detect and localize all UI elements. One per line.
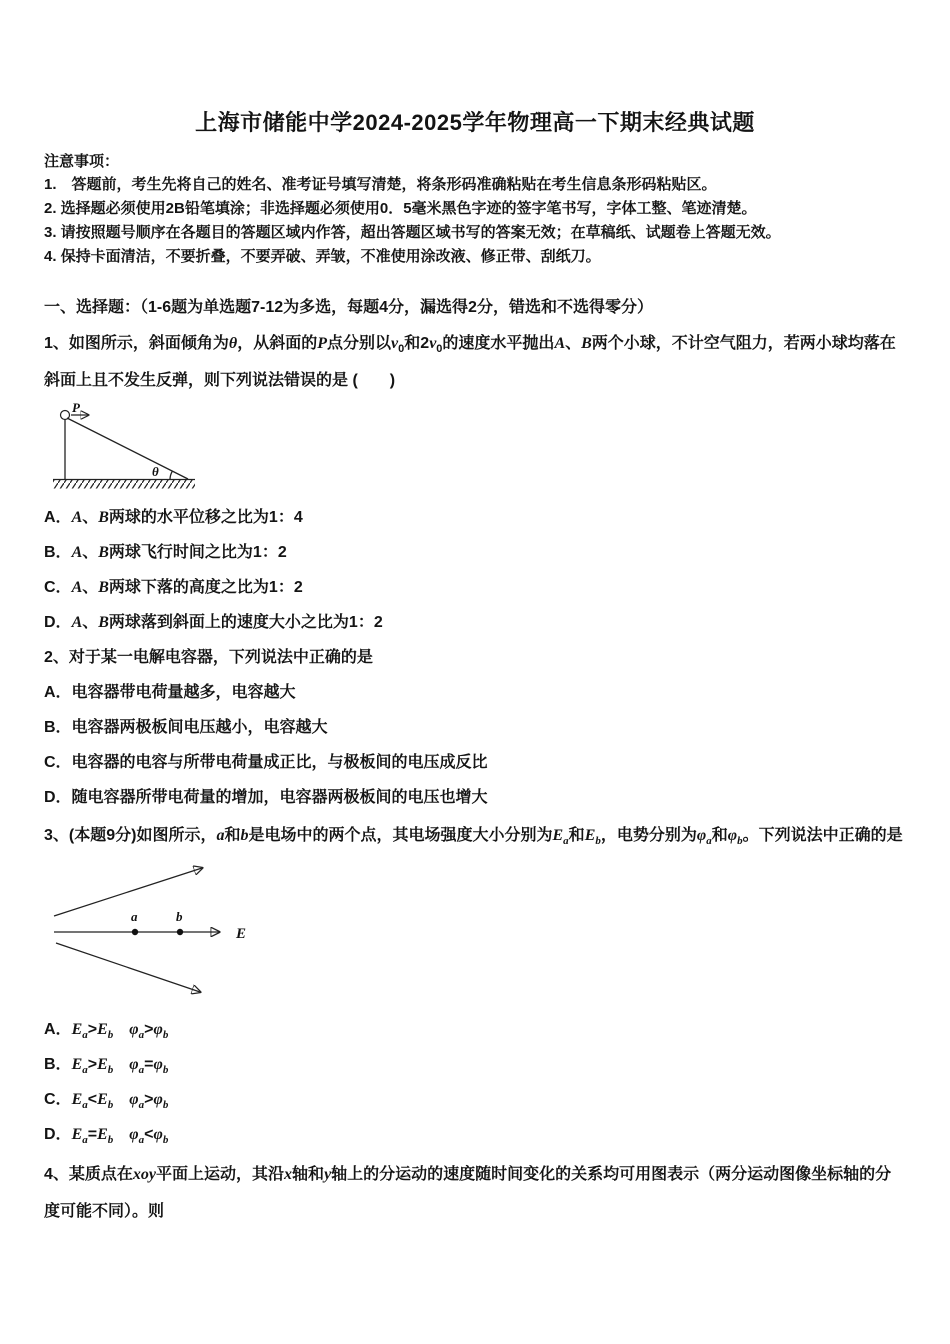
notice-item-4: 4. 保持卡面清洁，不要折叠，不要弄破、弄皱，不准使用涂改液、修正带、刮纸刀。 — [44, 248, 601, 265]
question-1-stem-row — [44, 325, 906, 399]
question-1-option-a: A．A、B两球的水平位移之比为1：4 — [44, 509, 303, 526]
question-4-number: 4、 — [44, 1166, 69, 1183]
question-2-stem: 对于某一电解电容器，下列说法中正确的是 — [68, 649, 373, 666]
question-2-number: 2、 — [44, 649, 69, 666]
section-heading-choice: 一、选择题：（1-6题为单选题7-12为多选，每题4分，漏选得2分，错选和不选得零分） — [44, 299, 653, 316]
question-2 — [44, 640, 906, 815]
notice-heading: 注意事项： — [44, 153, 120, 170]
question-1-stem: 如图所示，斜面倾角为θ，从斜面的P点分别以$v_0$和$2v_0$的速度水平抛出A、B两个小球，不计空气阻力，若两小球均落在斜面上且不发生反弹，则下列说法错误的是 ( ) — [44, 335, 896, 389]
incline-projectile-figure — [52, 402, 232, 492]
point-b-label: b — [176, 909, 183, 924]
question-3-option-b: B．$E_a>E_b$ $\varphi_a=\varphi_b$ — [44, 1056, 169, 1077]
notice-section — [44, 150, 906, 269]
question-4 — [44, 1156, 906, 1230]
question-1-number: 1、 — [44, 335, 69, 352]
question-3-stem: (本题9分)如图所示，a和b是电场中的两个点，其电场强度大小分别为$E_a$和$E_b$，电势分别为$\varphi_a$和$\varphi_b$。下列说法中正确的是 — [68, 827, 903, 848]
incline-surface-line — [67, 418, 188, 479]
question-1-option-b: B．A、B两球飞行时间之比为1：2 — [44, 544, 287, 561]
field-e-label: E — [236, 926, 247, 942]
angle-theta-label: θ — [152, 464, 159, 479]
question-1 — [44, 325, 906, 640]
angle-arc — [170, 471, 172, 479]
point-p-label: P — [72, 402, 80, 415]
question-1-option-d: D．A、B两球落到斜面上的速度大小之比为1：2 — [44, 614, 383, 631]
question-2-option-b: B．电容器两极板间电压越小，电容越大 — [44, 719, 328, 736]
ground-hatch — [53, 480, 195, 489]
page-title: 上海市储能中学2024-2025学年物理高一下期末经典试题 — [195, 110, 755, 135]
question-2-option-d: D．随电容器所带电荷量的增加，电容器两极板间的电压也增大 — [44, 789, 488, 806]
question-4-stem: 某质点在xoy平面上运动，其沿x轴和y轴上的分运动的速度随时间变化的关系均可用图表示（两分运动图像坐标轴的分度可能不同）。则 — [44, 1166, 892, 1220]
point-a-dot — [132, 929, 138, 935]
question-3-number: 3、 — [44, 827, 69, 844]
question-2-stem-row — [44, 640, 906, 675]
field-line-lower — [56, 943, 200, 992]
question-3-option-d: D．$E_a=E_b$ $\varphi_a<\varphi_b$ — [44, 1126, 169, 1147]
question-3-option-c: C．$E_a<E_b$ $\varphi_a>\varphi_b$ — [44, 1091, 169, 1112]
question-1-option-c: C．A、B两球下落的高度之比为1：2 — [44, 579, 303, 596]
question-2-option-c: C．电容器的电容与所带电荷量成正比，与极板间的电压成反比 — [44, 754, 488, 771]
question-2-option-a: A．电容器带电荷量越多，电容越大 — [44, 684, 296, 701]
electric-field-lines-figure — [52, 860, 267, 1002]
point-a-label: a — [131, 909, 138, 924]
notice-item-3: 3. 请按照题号顺序在各题目的答题区域内作答，超出答题区域书写的答案无效；在草稿纸、试题卷上答题无效。 — [44, 224, 781, 241]
notice-item-1: 1. 答题前，考生先将自己的姓名、准考证号填写清楚，将条形码准确粘贴在考生信息条形码粘贴区。 — [44, 176, 717, 193]
question-3 — [44, 817, 906, 1152]
notice-item-2: 2. 选择题必须使用2B铅笔填涂；非选择题必须使用0．5毫米黑色字迹的签字笔书写，字体工整、笔迹清楚。 — [44, 200, 757, 217]
question-4-stem-row — [44, 1156, 906, 1230]
point-b-dot — [177, 929, 183, 935]
question-3-option-a: A．$E_a>E_b$ $\varphi_a>\varphi_b$ — [44, 1021, 169, 1042]
question-3-stem-row — [44, 817, 906, 854]
